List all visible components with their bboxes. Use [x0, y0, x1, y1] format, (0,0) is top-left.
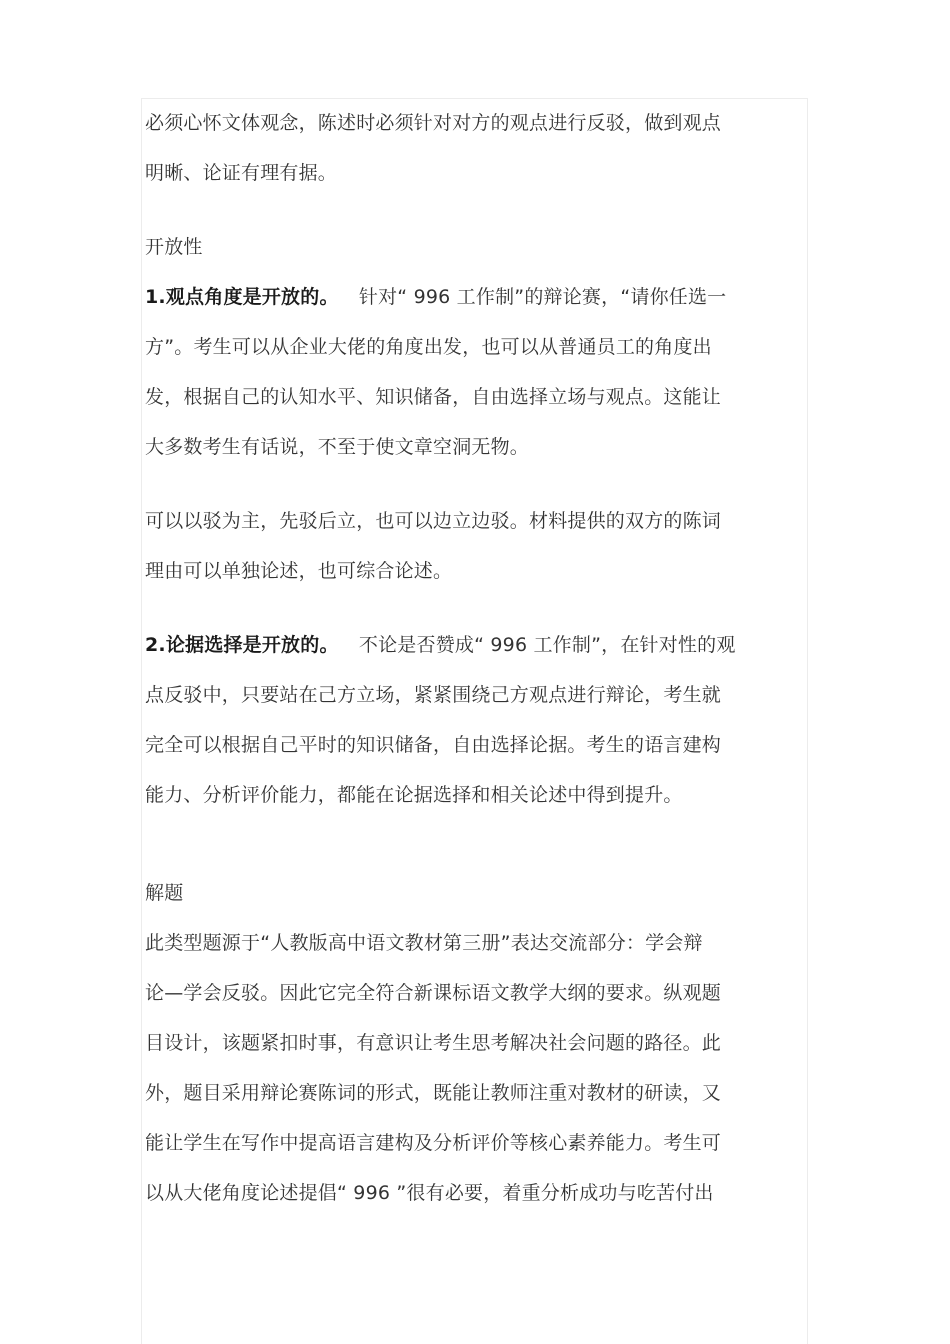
paragraph-line: 大多数考生有话说，不至于使文章空洞无物。 — [145, 436, 530, 458]
paragraph-line: 点反驳中，只要站在己方立场，紧紧围绕己方观点进行辩论，考生就 — [145, 684, 722, 706]
paragraph-line: 目设计，该题紧扣时事，有意识让考生思考解决社会问题的路径。此 — [145, 1032, 722, 1054]
point1-heading: 1.观点角度是开放的。 — [145, 286, 339, 308]
point1-line — [145, 272, 726, 322]
paragraph-line: 能让学生在写作中提高语言建构及分析评价等核心素养能力。考生可 — [145, 1132, 722, 1154]
section-heading-openness: 开放性 — [145, 236, 203, 258]
paragraph-line: 方”。考生可以从企业大佬的角度出发，也可以从普通员工的角度出 — [145, 336, 712, 358]
point1-text: 针对“ 996 工作制”的辩论赛，“请你任选一 — [358, 286, 727, 308]
point2-text: 不论是否赞成“ 996 工作制”，在针对性的观 — [358, 634, 736, 656]
point2-line — [145, 620, 736, 670]
paragraph-line: 以从大佬角度论述提倡“ 996 ”很有必要，着重分析成功与吃苦付出 — [145, 1182, 714, 1204]
paragraph-line: 论—学会反驳。因此它完全符合新课标语文教学大纲的要求。纵观题 — [145, 982, 722, 1004]
paragraph-line: 发，根据自己的认知水平、知识储备，自由选择立场与观点。这能让 — [145, 386, 722, 408]
paragraph-line: 此类型题源于“人教版高中语文教材第三册”表达交流部分：学会辩 — [145, 932, 703, 954]
paragraph-line: 可以以驳为主，先驳后立，也可以边立边驳。材料提供的双方的陈词 — [145, 510, 722, 532]
point2-heading: 2.论据选择是开放的。 — [145, 634, 339, 656]
paragraph-line: 完全可以根据自己平时的知识储备，自由选择论据。考生的语言建构 — [145, 734, 722, 756]
paragraph-line: 外，题目采用辩论赛陈词的形式，既能让教师注重对教材的研读，又 — [145, 1082, 722, 1104]
section-heading-solution: 解题 — [145, 882, 184, 904]
paragraph-line: 必须心怀文体观念，陈述时必须针对对方的观点进行反驳，做到观点 — [145, 112, 722, 134]
paragraph-line: 能力、分析评价能力，都能在论据选择和相关论述中得到提升。 — [145, 784, 683, 806]
paragraph-line: 明晰、论证有理有据。 — [145, 162, 338, 184]
paragraph-line: 理由可以单独论述，也可综合论述。 — [145, 560, 453, 582]
